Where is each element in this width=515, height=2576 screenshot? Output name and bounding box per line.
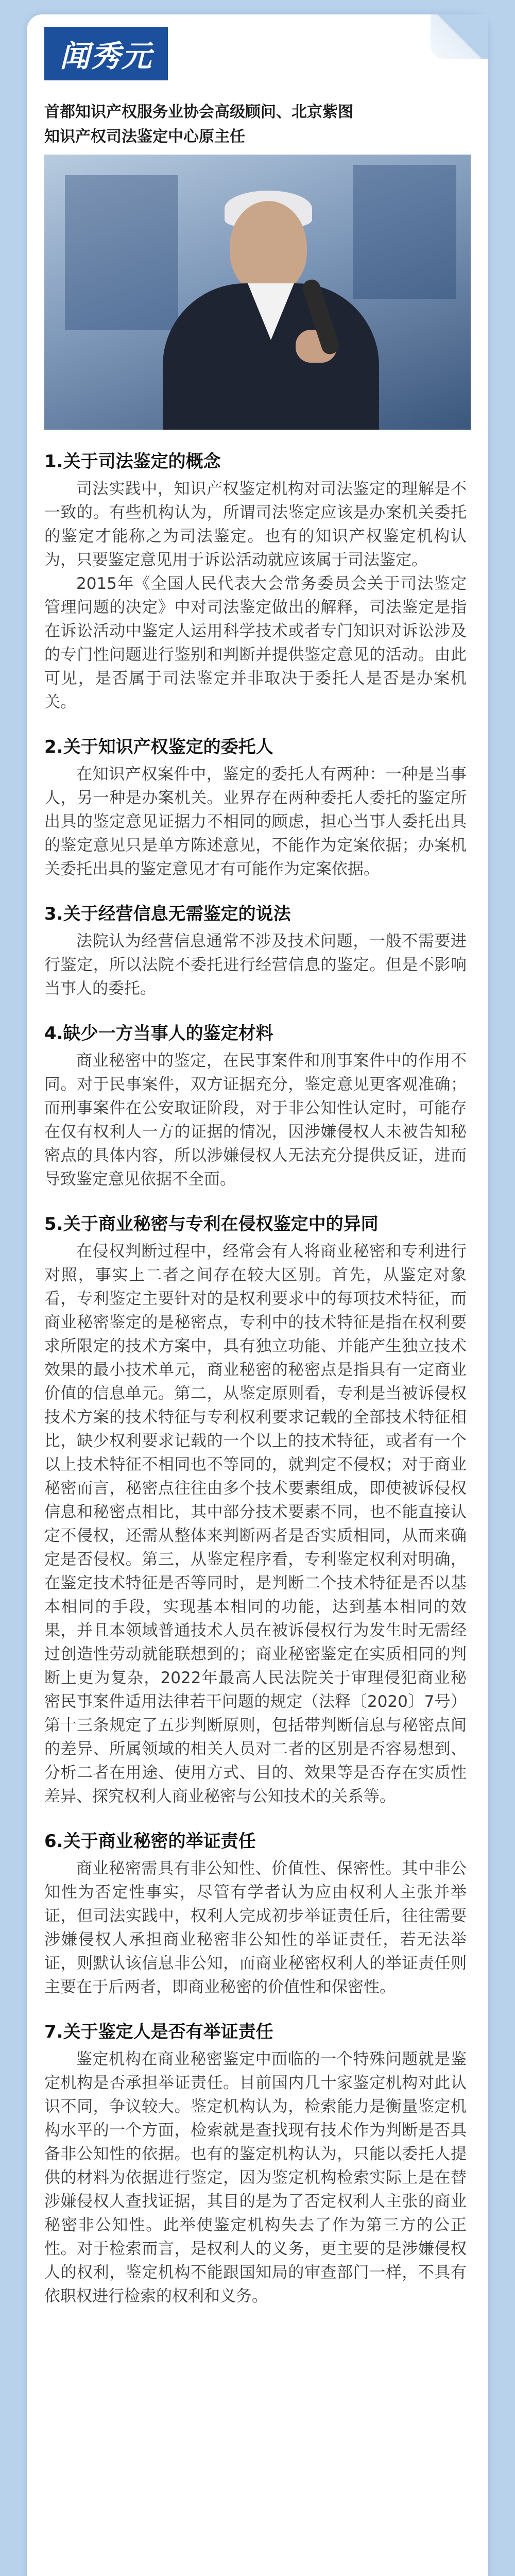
paragraph: 2015年《全国人民代表大会常务委员会关于司法鉴定管理问题的决定》中对司法鉴定做出的解释，司法鉴定是指在诉讼活动中鉴定人运用科学技术或者专门知识对诉讼涉及的专门性问题进行鉴别和判断并提供鉴定意见的活动。由此可见，是否属于司法鉴定并非取决于委托人是否是办案机关。 xyxy=(44,574,467,711)
section-heading: 7.关于鉴定人是否有举证责任 xyxy=(44,2022,273,2042)
speaker-name: 闻秀元 xyxy=(59,39,152,74)
section-heading: 2.关于知识产权鉴定的委托人 xyxy=(44,737,273,757)
section-heading: 1.关于司法鉴定的概念 xyxy=(44,451,221,472)
section-heading: 3.关于经营信息无需鉴定的说法 xyxy=(44,904,291,924)
paragraph: 商业秘密需具有非公知性、价值性、保密性。其中非公知性为否定性事实，尽管有学者认为应由权利人主张并举证，但司法实践中，权利人完成初步举证责任后，往往需要涉嫌侵权人承担商业秘密非公知性的举证责任，若无法举证，则默认该信息非公知，而商业秘密权利人的举证责任则主要在于后两者，即商业秘密的价值性和保密性。 xyxy=(44,1859,467,1996)
paragraph: 法院认为经营信息通常不涉及技术问题，一般不需要进行鉴定，所以法院不委托进行经营信息的鉴定。但是不影响当事人的委托。 xyxy=(44,932,467,998)
section-heading: 5.关于商业秘密与专利在侵权鉴定中的异同 xyxy=(44,1214,379,1234)
section-business-info xyxy=(44,902,467,1001)
bio-line: 首都知识产权服务业协会高级顾问、北京紫图 xyxy=(44,103,353,121)
section-burden-of-proof xyxy=(44,1829,467,1999)
article-body xyxy=(44,449,467,2329)
section-heading: 6.关于商业秘密的举证责任 xyxy=(44,1831,256,1852)
paragraph: 司法实践中，知识产权鉴定机构对司法鉴定的理解是不一致的。有些机构认为，所谓司法鉴定应该是办案机关委托的鉴定才能称之为司法鉴定。也有的知识产权鉴定机构认为，只要鉴定意见用于诉讼活动就应该属于司法鉴定。 xyxy=(44,480,467,569)
section-client xyxy=(44,735,467,881)
section-heading: 4.缺少一方当事人的鉴定材料 xyxy=(44,1023,273,1044)
page-fold-corner xyxy=(431,14,488,59)
section-secret-vs-patent xyxy=(44,1212,467,1808)
speaker-bio xyxy=(44,100,467,149)
section-concept xyxy=(44,449,467,714)
paragraph: 在侵权判断过程中，经常会有人将商业秘密和专利进行对照，事实上二者之间存在较大区别。首先，从鉴定对象看，专利鉴定主要针对的是权利要求中的每项技术特征，而商业秘密鉴定的是秘密点，专利中的技术特征是指在权利要求所限定的技术方案中，具有独立功能、并能产生独立技术效果的最小技术单元，商业秘密的秘密点是指具有一定商业价值的信息单元。第二，从鉴定原则看，专利是当被诉侵权技术方案的技术特征与专利权利要求记载的全部技术特征相比，缺少权利要求记载的一个以上的技术特征，或者有一个以上技术特征不相同也不等同的，就判定不侵权；对于商业秘密而言，秘密点往往由多个技术要素组成，即使被诉侵权信息和秘密点相比，其中部分技术要素不同，也不能直接认定不侵权，还需从整体来判断两者是否实质相同，从而来确定是否侵权。第三，从鉴定程序看，专利鉴定权利对明确，在鉴定技术特征是否等同时，是判断二个技术特征是否以基本相同的手段，实现基本相同的功能，达到基本相同的效果，并且本领域普通技术人员在被诉侵权行为发生时无需经过创造性劳动就能联想到的；商业秘密鉴定在实质相同的判断上更为复杂，2022年最高人民法院关于审理侵犯商业秘密民事案件适用法律若干问题的规定（法释〔2020〕7号）第十三条规定了五步判断原则，包括带判断信息与秘密点间的差异、所属领域的相关人员对二者的区别是否容易想到、分析二者在用途、使用方式、目的、效果等是否存在实质性差异、探究权利人商业秘密与公知技术的关系等。 xyxy=(44,1242,467,1806)
section-missing-materials xyxy=(44,1021,467,1191)
speaker-photo xyxy=(44,155,471,430)
bio-line: 知识产权司法鉴定中心原主任 xyxy=(44,128,245,146)
section-appraiser-burden xyxy=(44,2020,467,2308)
paragraph: 商业秘密中的鉴定，在民事案件和刑事案件中的作用不同。对于民事案件，双方证据充分，鉴定意见更客观准确；而刑事案件在公安取证阶段，对于非公知性认定时，可能存在仅有权利人一方的证据的情况，因涉嫌侵权人未被告知秘密点的具体内容，所以涉嫌侵权人无法充分提供反证，进而导致鉴定意见依据不全面。 xyxy=(44,1052,467,1189)
paragraph: 在知识产权案件中，鉴定的委托人有两种：一种是当事人，另一种是办案机关。业界存在两种委托人委托的鉴定所出具的鉴定意见证据力不相同的顾虑，担心当事人委托出具的鉴定意见只是单方陈述意见，不能作为定案依据；办案机关委托出具的鉴定意见才有可能作为定案依据。 xyxy=(44,765,467,878)
speaker-name-tag xyxy=(44,27,168,80)
paragraph: 鉴定机构在商业秘密鉴定中面临的一个特殊问题就是鉴定机构是否承担举证责任。目前国内几十家鉴定机构对此认识不同，争议较大。鉴定机构认为，检索能力是衡量鉴定机构水平的一个方面，检索就是查找现有技术作为判断是否具备非公知性的依据。也有的鉴定机构认为，只能以委托人提供的材料为依据进行鉴定，因为鉴定机构检索实际上是在替涉嫌侵权人查找证据，其目的是为了否定权利人主张的商业秘密非公知性。此举使鉴定机构失去了作为第三方的公正性。对于检索而言，是权利人的义务，更主要的是涉嫌侵权人的权利，鉴定机构不能跟国知局的审查部门一样，不具有依职权进行检索的权利和义务。 xyxy=(44,2050,467,2306)
